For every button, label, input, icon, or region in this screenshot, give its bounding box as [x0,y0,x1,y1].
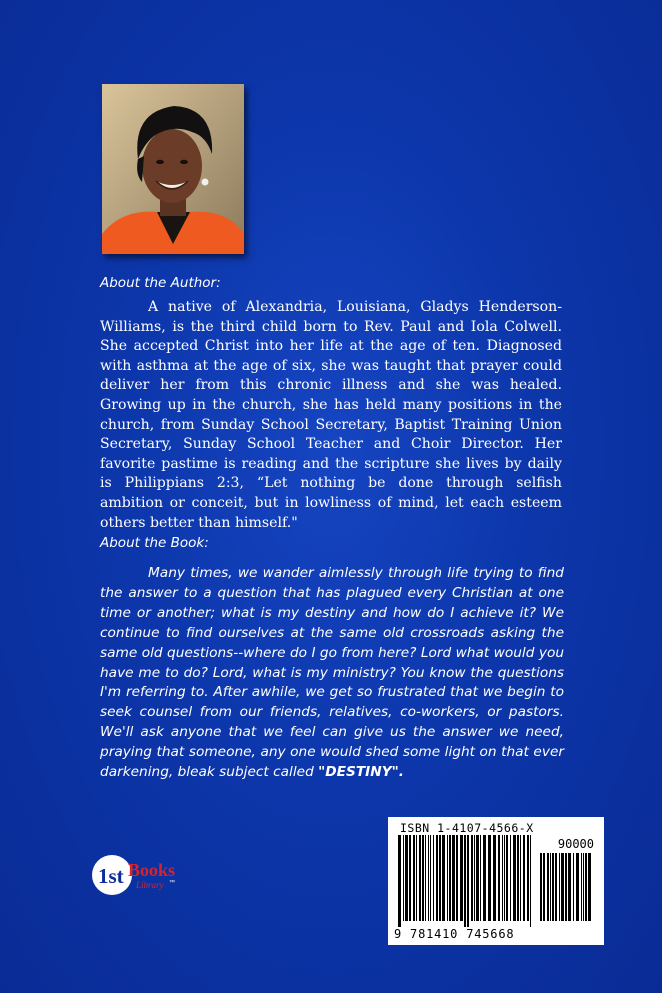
barcode-bar [416,835,417,921]
barcode-bar [403,835,404,921]
barcode-bar [405,835,408,921]
barcode-bar [559,853,560,921]
barcode-bar [568,853,571,921]
barcode-bar [460,835,463,921]
barcode-bar [456,835,458,921]
barcode-bar [523,835,525,921]
author-bio-text: A native of Alexandria, Louisiana, Gladys Henderson-Williams, is the third child born to Rev. Paul and Iola Colwell. She accepted Christ into her life at the age of ten. Diagnosed with asthma at the age of six, she was taught that prayer could deliver her from this chronic illness and she was healed. Growing up in the church, she has held many positions in the church, from Sunday School Secretary, Baptist Training Union Secretary, Sunday School Teacher and Choir Director. Her favorite pastime is reading and the scripture she lives by daily is Philippians 2:3, “Let nothing be done through selfish ambition or conceit, but in lowliness of mind, let each esteem others better than himself." [100,299,562,531]
destiny-emphasis: "DESTINY". [318,764,404,781]
barcode-bar [447,835,448,921]
barcode-bar [425,835,426,921]
barcode-bar [467,835,469,927]
barcode-bar [488,835,491,921]
barcode-panel [388,817,604,945]
barcode-bar [581,853,582,921]
barcode-bar [398,835,401,927]
barcode-bar [483,835,486,921]
barcode-bar [422,835,424,921]
barcode-bar [409,835,411,921]
barcode-bar [452,835,455,921]
logo-1st-text: 1st [98,864,124,888]
ean-barcode-bars [398,835,534,927]
addon-barcode-bars [540,853,594,927]
barcode-bar [552,853,554,921]
barcode-bar [588,853,591,921]
barcode-bar [439,835,441,921]
barcode-bar [428,835,429,921]
book-description-text [100,564,564,783]
barcode-bar [550,853,551,921]
barcode-bar [565,853,567,921]
barcode-bar [498,835,500,921]
barcode-bar [413,835,415,921]
about-book-heading: About the Book: [100,535,209,551]
barcode-bar [517,835,519,921]
barcode-bar [449,835,451,921]
barcode-bar [543,853,545,921]
barcode-bar [430,835,431,921]
about-author-heading: About the Author: [100,275,221,291]
barcode-bar [471,835,473,921]
price-code-text: 90000 [557,837,594,851]
publisher-logo [90,850,190,900]
barcode-bar [555,853,557,921]
barcode-bar [506,835,508,921]
barcode-bar [493,835,496,921]
ean-number-text: 9 781410 745668 [394,927,515,941]
book-description-body: Many times, we wander aimlessly through life trying to find the answer to a question that has plagued every Christian at one time or another; what is my destiny and how do I achieve it? We continue to find ourselves at the same old crossroads asking the same old questions--where do I go from here? Lord what would you have me to do? Lord, what is my ministry? You know the questions I'm referring to. After awhile, we get so frustrated that we begin to seek counsel from our friends, relatives, co-workers, or pastors. We'll ask anyone that we feel can give us the answer we need, praying that someone, any one would shed some light on that ever darkening, bleak subject called [100,565,564,781]
barcode-bar [547,853,549,921]
barcode-bar [474,835,475,921]
barcode-bar [464,835,466,927]
barcode-bar [510,835,511,921]
barcode-bar [576,853,579,921]
barcode-bar [573,853,574,921]
barcode-bar [585,853,587,921]
isbn-text: ISBN 1-4107-4566-X [400,821,534,835]
barcode-bar [442,835,445,921]
barcode-bar [502,835,503,921]
barcode-bar [419,835,421,921]
author-portrait-image [102,84,244,254]
logo-tm-text: ™ [169,880,175,886]
barcode-bar [527,835,529,921]
barcode-bar [520,835,521,921]
logo-library-text: Library [136,880,164,890]
logo-books-text: Books [128,860,176,880]
barcode-bar [513,835,516,921]
barcode-bar [561,853,564,921]
barcode-bar [480,835,481,921]
barcode-bar [583,853,584,921]
author-photo [102,84,244,254]
barcode-bar [530,835,531,927]
barcode-bar [504,835,505,921]
barcode-bar [433,835,434,921]
barcode-bar [540,853,542,921]
barcode-bar [476,835,479,921]
barcode-bar [436,835,438,921]
